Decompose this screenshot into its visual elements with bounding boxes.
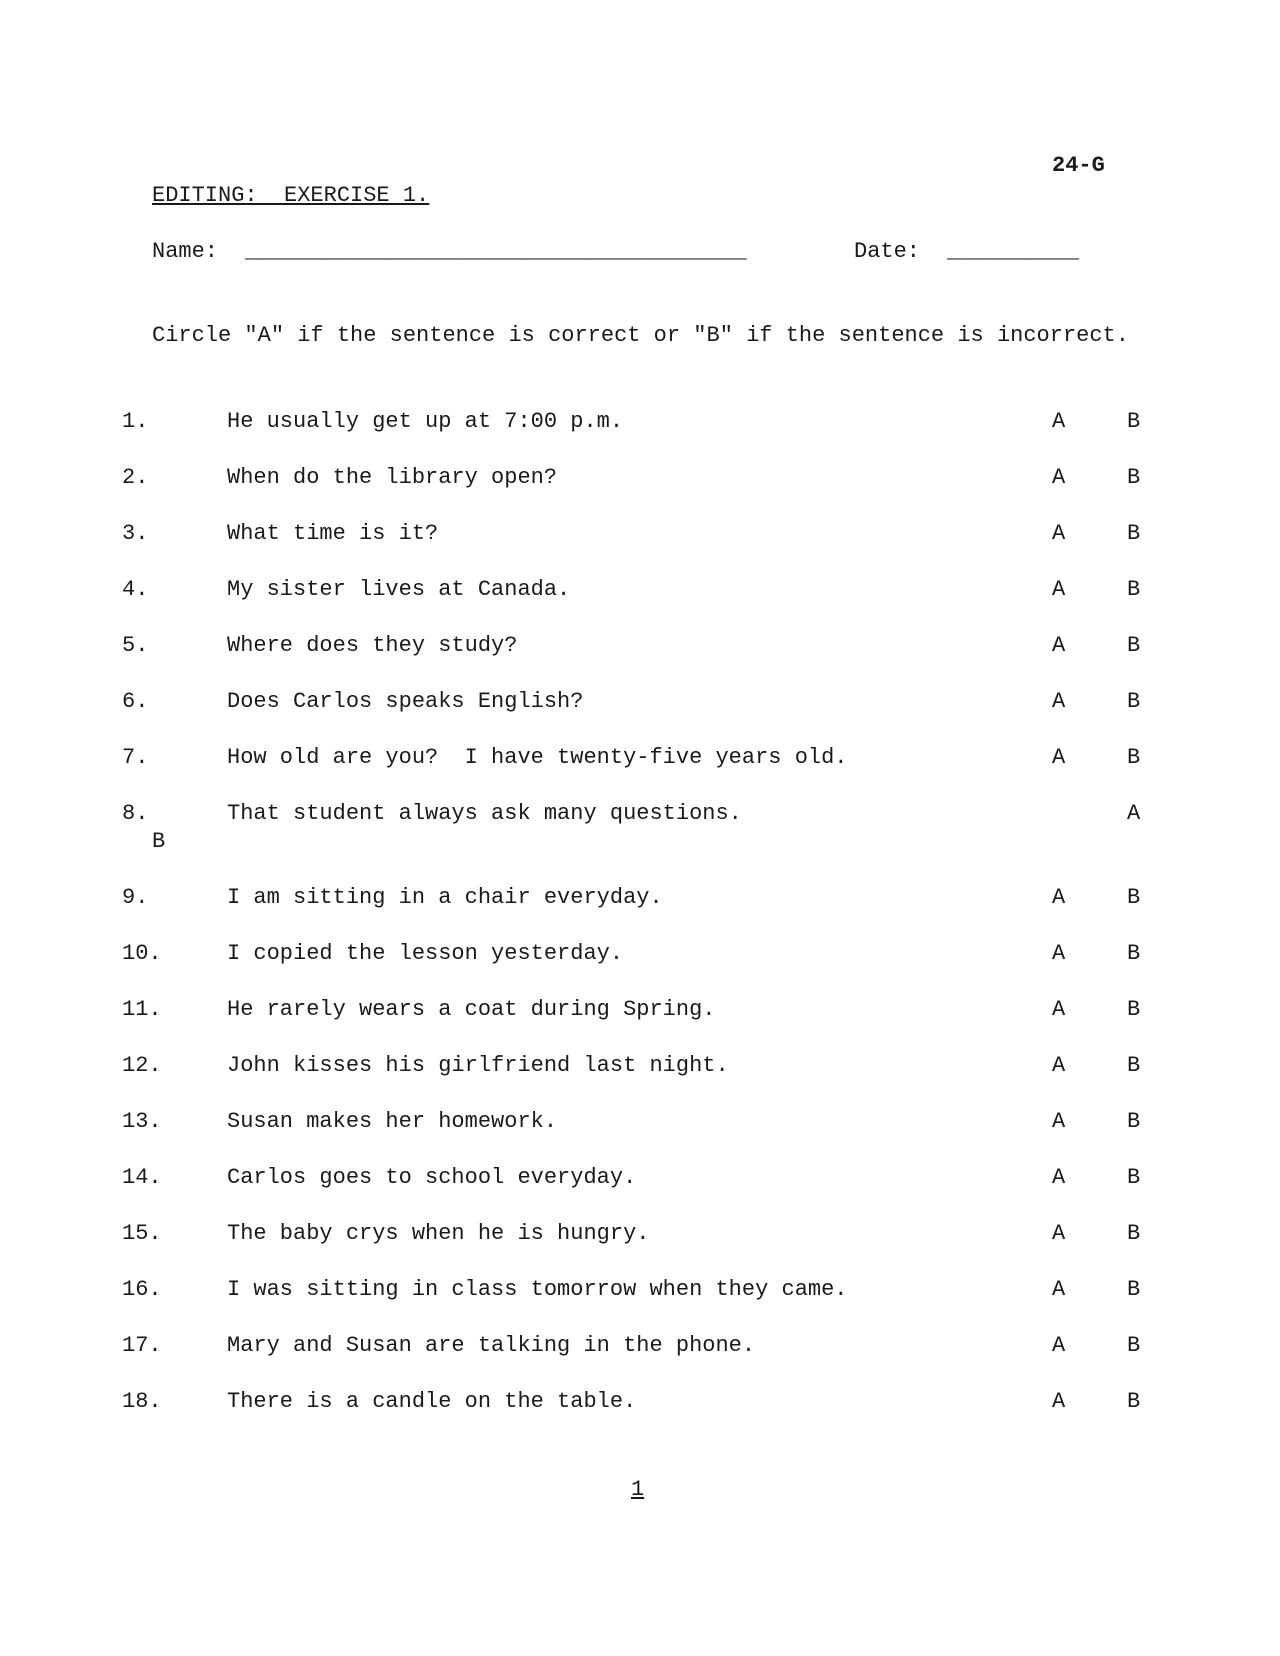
question-sentence: There is a candle on the table. [227, 1389, 637, 1414]
question-number: 1. [122, 409, 149, 434]
option-b: B [1127, 1389, 1141, 1414]
option-a: A [1052, 633, 1066, 658]
option-b: B [1127, 521, 1141, 546]
date-field-line: __________ [947, 239, 1080, 264]
question-number: 9. [122, 885, 149, 910]
question-item [0, 408, 1280, 436]
question-item [0, 1220, 1280, 1248]
question-number: 4. [122, 577, 149, 602]
option-b: B [1127, 885, 1141, 910]
instructions: Circle "A" if the sentence is correct or "B" if the sentence is incorrect. [152, 323, 1129, 348]
question-sentence: I copied the lesson yesterday. [227, 941, 624, 966]
question-item [0, 744, 1280, 772]
question-sentence: How old are you? I have twenty-five years old. [227, 745, 848, 770]
option-b: B [1127, 997, 1141, 1022]
option-a: A [1052, 1053, 1066, 1078]
question-sentence: I am sitting in a chair everyday. [227, 885, 663, 910]
question-sentence: When do the library open? [227, 465, 558, 490]
question-sentence: I was sitting in class tomorrow when they came. [227, 1277, 848, 1302]
question-item [0, 940, 1280, 968]
question-number: 13. [122, 1109, 162, 1134]
question-number: 12. [122, 1053, 162, 1078]
option-b: B [1127, 1277, 1141, 1302]
option-a: A [1052, 1277, 1066, 1302]
option-a: A [1052, 745, 1066, 770]
question-number: 2. [122, 465, 149, 490]
date-label: Date: [854, 239, 921, 264]
option-b: B [1127, 465, 1141, 490]
option-a: A [1052, 885, 1066, 910]
option-a: A [1052, 521, 1066, 546]
question-number: 14. [122, 1165, 162, 1190]
exercise-title: EDITING: EXERCISE 1. [152, 183, 430, 208]
question-sentence: My sister lives at Canada. [227, 577, 571, 602]
question-sentence: Does Carlos speaks English? [227, 689, 584, 714]
option-b: B [1127, 941, 1141, 966]
option-b: B [1127, 1165, 1141, 1190]
page-number: 1 [631, 1477, 645, 1502]
option-a: A [1052, 465, 1066, 490]
name-field-line: ______________________________________ [245, 239, 747, 264]
option-a: A [1052, 1221, 1066, 1246]
question-sentence: Where does they study? [227, 633, 518, 658]
question-item [0, 520, 1280, 548]
question-number: 11. [122, 997, 162, 1022]
question-item [0, 576, 1280, 604]
question-item [0, 1332, 1280, 1360]
question-sentence: Mary and Susan are talking in the phone. [227, 1333, 756, 1358]
question-number: 8. [122, 801, 149, 826]
option-b: B [1127, 633, 1141, 658]
option-b: B [1127, 577, 1141, 602]
question-number: 15. [122, 1221, 162, 1246]
name-label: Name: [152, 239, 219, 264]
question-number: 18. [122, 1389, 162, 1414]
option-b: B [1127, 1053, 1141, 1078]
question-item [0, 1276, 1280, 1304]
option-a: A [1052, 577, 1066, 602]
option-a: A [1052, 941, 1066, 966]
question-item [0, 1164, 1280, 1192]
option-b: B [1127, 1333, 1141, 1358]
question-number: 10. [122, 941, 162, 966]
option-b: B [1127, 745, 1141, 770]
option-a: A [1052, 409, 1066, 434]
document-code: 24-G [1052, 153, 1105, 178]
question-sentence: That student always ask many questions. [227, 801, 742, 826]
question-number: 7. [122, 745, 149, 770]
option-b: B [1127, 1109, 1141, 1134]
question-item [0, 884, 1280, 912]
question-item [0, 996, 1280, 1024]
option-b: B [152, 829, 166, 854]
option-a: A [1052, 1333, 1066, 1358]
question-number: 3. [122, 521, 149, 546]
option-a: A [1052, 1109, 1066, 1134]
question-item [0, 464, 1280, 492]
option-a: A [1127, 801, 1141, 826]
option-a: A [1052, 1389, 1066, 1414]
question-number: 6. [122, 689, 149, 714]
option-b: B [1127, 409, 1141, 434]
option-a: A [1052, 997, 1066, 1022]
option-b: B [1127, 1221, 1141, 1246]
question-item [0, 1388, 1280, 1416]
question-sentence: Susan makes her homework. [227, 1109, 558, 1134]
question-sentence: He usually get up at 7:00 p.m. [227, 409, 624, 434]
question-sentence: What time is it? [227, 521, 439, 546]
question-sentence: John kisses his girlfriend last night. [227, 1053, 729, 1078]
option-b: B [1127, 689, 1141, 714]
question-item [0, 632, 1280, 660]
question-sentence: Carlos goes to school everyday. [227, 1165, 637, 1190]
question-number: 17. [122, 1333, 162, 1358]
question-item [0, 688, 1280, 716]
question-item [0, 1052, 1280, 1080]
option-a: A [1052, 1165, 1066, 1190]
question-item [0, 1108, 1280, 1136]
question-sentence: He rarely wears a coat during Spring. [227, 997, 716, 1022]
question-item [0, 800, 1280, 854]
question-number: 5. [122, 633, 149, 658]
option-a: A [1052, 689, 1066, 714]
question-number: 16. [122, 1277, 162, 1302]
question-sentence: The baby crys when he is hungry. [227, 1221, 650, 1246]
